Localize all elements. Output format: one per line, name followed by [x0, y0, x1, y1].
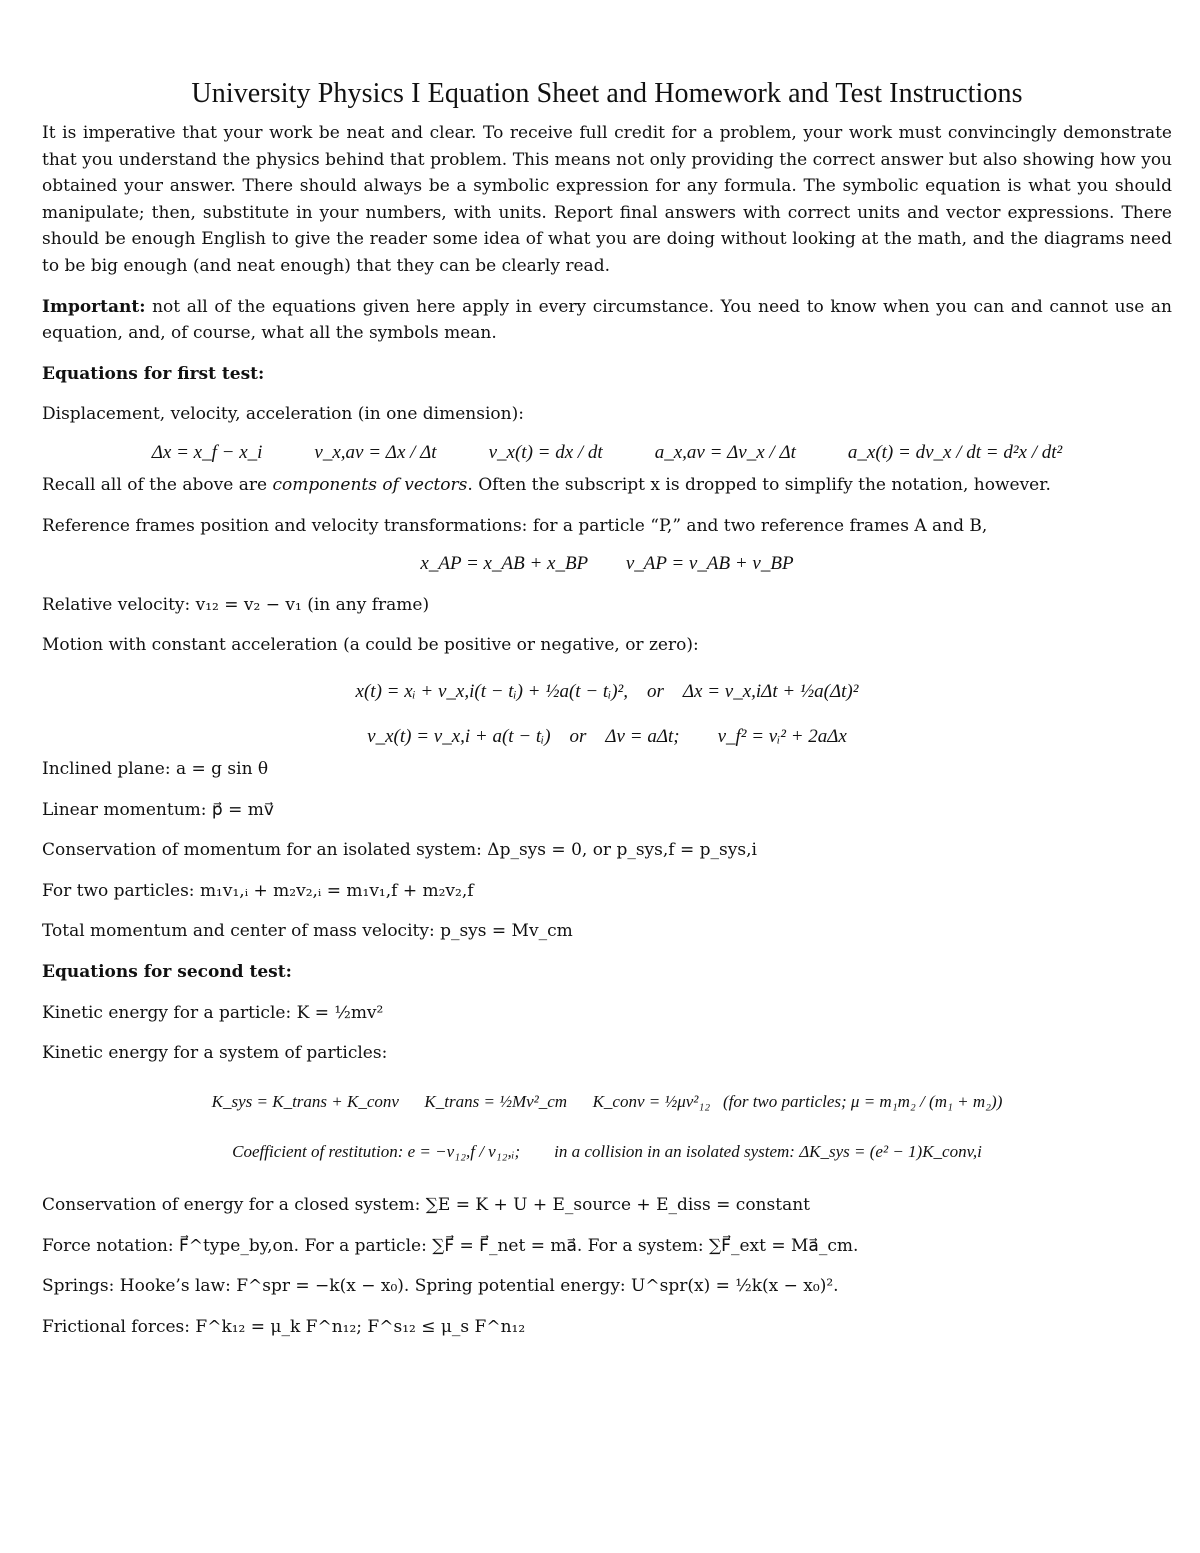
springs: Springs: Hooke’s law: F^spr = −k(x − x₀). Spring potential energy: U^spr(x) = ½k(x − x₀)². [42, 1276, 839, 1297]
kinematics-equations [42, 442, 1172, 464]
relative-velocity: Relative velocity: v₁₂ = v₂ − v₁ (in any frame) [42, 594, 430, 615]
friction: Frictional forces: F^k₁₂ = μ_k F^n₁₂; F^s₁₂ ≤ μ_s F^n₁₂ [42, 1316, 526, 1337]
equation-sheet-page [42, 78, 1172, 1340]
const-accel-label: Motion with constant acceleration (a could be positive or negative, or zero): [42, 635, 699, 656]
ke-system-label: Kinetic energy for a system of particles: [42, 1043, 388, 1064]
ke-particle: Kinetic energy for a particle: K = ½mv² [42, 1002, 384, 1023]
total-momentum: Total momentum and center of mass velocity: p_sys = Mv_cm [42, 921, 573, 942]
frames-label: Reference frames position and velocity transformations: for a particle “P,” and two reference frames A and B, [42, 515, 988, 536]
important-text: not all of the equations given here apply in every circumstance. You need to know when you can and cannot use an equation, and, of course, what all the symbols mean. [42, 296, 1173, 344]
page-title: University Physics I Equation Sheet and Homework and Test Instructions [191, 78, 1023, 109]
recall-line: Recall all of the above are components of vectors. Often the subscript x is dropped to simplify the notation, however. [42, 474, 1051, 495]
intro-paragraph: It is imperative that your work be neat and clear. To receive full credit for a problem, your work must convincingly demonstrate that you understand the physics behind that problem. This means not only providing the correct answer but also showing how you obtained your answer. There should always be a symbolic expression for any formula. The symbolic equation is what you should manipulate; then, substitute in your numbers, with units. Report final answers with correct units and vector expressions. There should be enough English to give the reader some idea of what you are doing without looking at the math, and the diagrams need to be big enough (and neat enough) that they can be clearly read. [42, 123, 1172, 276]
important-label: Important: [42, 296, 146, 317]
restitution-equation: Coefficient of restitution: e = −v₁₂,f / v₁₂,ᵢ; in a collision in an isolated system: ΔK_sys = (e² − 1)K_conv,i [232, 1142, 982, 1162]
two-particles: For two particles: m₁v₁,ᵢ + m₂v₂,ᵢ = m₁v₁,f + m₂v₂,f [42, 880, 474, 901]
inclined-plane: Inclined plane: a = g sin θ [42, 759, 269, 780]
kinematics-eq: Δx = x_f − x_i [151, 441, 263, 463]
const-accel-eq1: x(t) = xᵢ + v_x,i(t − tᵢ) + ½a(t − tᵢ)², or Δx = v_x,iΔt + ½a(Δt)² [355, 680, 859, 702]
ke-system-equation: K_sys = K_trans + K_conv K_trans = ½Mv²_cm K_conv = ½μv²₁₂ (for two particles; μ = m₁m₂ / (m₁ + m₂)) [211, 1091, 1003, 1111]
kinematics-eq: v_x,av = Δx / Δt [314, 441, 437, 463]
linear-momentum: Linear momentum: p⃗ = mv⃗ [42, 799, 274, 820]
frames-equation: x_AP = x_AB + x_BP v_AP = v_AB + v_BP [420, 553, 794, 575]
important-paragraph [42, 294, 1172, 347]
kinematics-eq: a_x(t) = dv_x / dt = d²x / dt² [847, 441, 1063, 463]
first-test-heading: Equations for first test: [42, 363, 265, 384]
second-test-heading: Equations for second test: [42, 962, 292, 983]
energy-conservation: Conservation of energy for a closed system: ∑E = K + U + E_source + E_diss = constant [42, 1195, 810, 1216]
kinematics-eq: a_x,av = Δv_x / Δt [654, 441, 796, 463]
kinematics-label: Displacement, velocity, acceleration (in one dimension): [42, 404, 524, 425]
const-accel-eq2: v_x(t) = v_x,i + a(t − tᵢ) or Δv = aΔt; v_f² = vᵢ² + 2aΔx [367, 725, 847, 747]
momentum-conservation: Conservation of momentum for an isolated system: Δp_sys = 0, or p_sys,f = p_sys,i [42, 840, 757, 861]
kinematics-eq: v_x(t) = dx / dt [488, 441, 603, 463]
force-notation: Force notation: F⃗^type_by,on. For a particle: ∑F⃗ = F⃗_net = ma⃗. For a system: ∑F⃗_ext = Ma⃗_cm. [42, 1235, 859, 1256]
